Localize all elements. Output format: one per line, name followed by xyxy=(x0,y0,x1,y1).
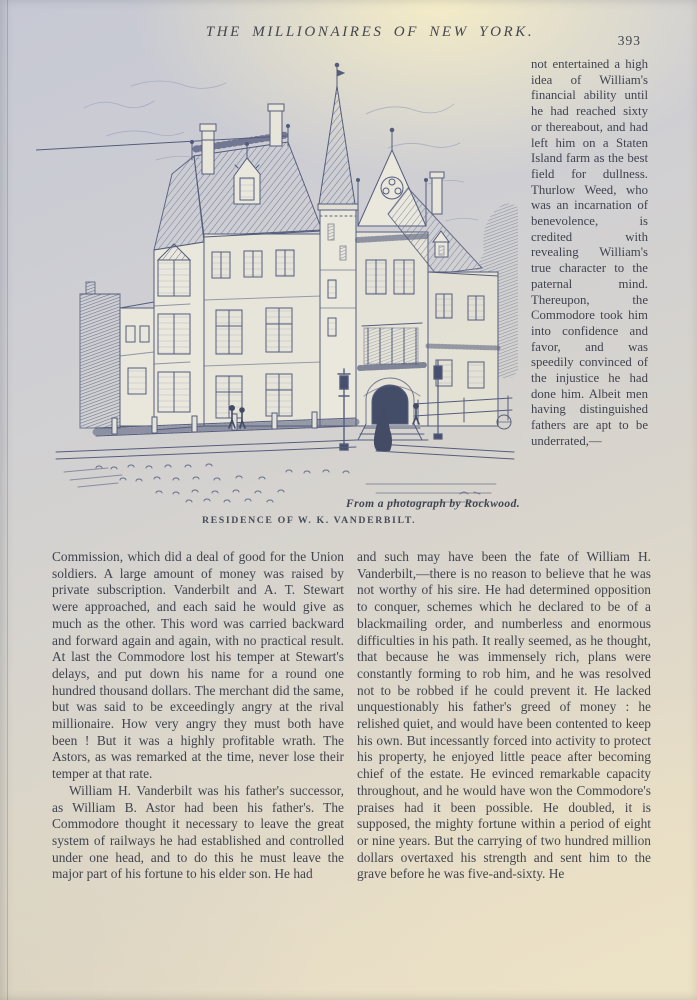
illustration-caption: RESIDENCE OF W. K. VANDERBILT. xyxy=(202,515,417,526)
entrance-bay xyxy=(356,128,428,440)
mansion-engraving xyxy=(36,56,518,506)
column-left-paragraph-1: Commission, which did a deal of good for the Union soldiers. A large amount of money was raised by private subscription. Vanderbilt and A. T. Stewart were approached, and each said he would give as much as the other. This word was carried backward and forward again and again, with no practical result. At last the Commodore lost his temper at Stewart's delays, and put down his name for a round one hundred thousand dollars. The merchant did the same, but was said to be exceedingly angry at the rival millionaire. How very angry they must both have been ! But it was a highly profitable wrath. The Astors, as was remarked at the time, never lose their temper at that rate. xyxy=(52,549,344,782)
column-right-top xyxy=(531,57,648,549)
column-left xyxy=(52,549,344,969)
mansion-illustration xyxy=(36,56,518,506)
page-number: 393 xyxy=(617,33,641,48)
illustration-credit: From a photograph by Rockwood. xyxy=(346,498,520,510)
adjacent-building xyxy=(80,282,120,428)
balcony-loggia xyxy=(360,323,424,368)
front-facade xyxy=(204,231,322,426)
page-title: THE MILLIONAIRES OF NEW YORK. xyxy=(205,24,535,40)
turret xyxy=(318,63,358,426)
street xyxy=(56,440,514,502)
page-edge-line xyxy=(7,0,8,1000)
corner-tower xyxy=(154,242,204,430)
cobblestone-street xyxy=(96,464,349,502)
column-right-bottom xyxy=(357,549,651,985)
column-left-paragraph-2: William H. Vanderbilt was his father's successor, as William B. Astor had been his father's. The Commodore thought it necessary to leave the great system of railways he had established and controlled under one head, and to do this he must leave the major part of his fortune to his elder son. He had xyxy=(52,782,344,882)
left-wing xyxy=(120,302,154,426)
column-right-bottom-text: and such may have been the fate of William H. Vanderbilt,—there is no reason to believe that he was not worthy of his sire. He had determined opposition to conquer, schemes which he declared to be of a blackmailing order, and numberless and enormous difficulties in his path. It really seemed, as he thought, that because he was immensely rich, plans were constantly forming to rob him, and he was resolved not to be robbed if he could prevent it. He lacked unquestionably his father's greed of money : he relished quiet, and would have been contented to keep his own. But incessantly forced into activity to protect his property, he enjoyed little peace after becoming chief of the estate. He evinced remarkable capacity throughout, and he would have won the Commodore's praises had it been possible. He doubled, it is supposed, the mighty fortune within a period of eight or nine years. But the carrying of two hundred million dollars overtaxed his strength and sent him to the grave before he was five-and-sixty. He xyxy=(357,549,651,882)
column-right-top-text: not entertained a high idea of William's financial ability until he had reached sixty or thereabout, and had left him on a Staten Island farm as the best field for dullness. Thurlow Weed, who was an incarnation of benevolence, is credited with revealing William's true character to the paternal mind. Thereupon, the Commodore took him into confidence and favor, and was speedily convinced of the injustice he had done him. Albeit men having distinguished fathers are apt to be underrated,— xyxy=(531,57,648,448)
third-floor-windows xyxy=(212,250,294,278)
